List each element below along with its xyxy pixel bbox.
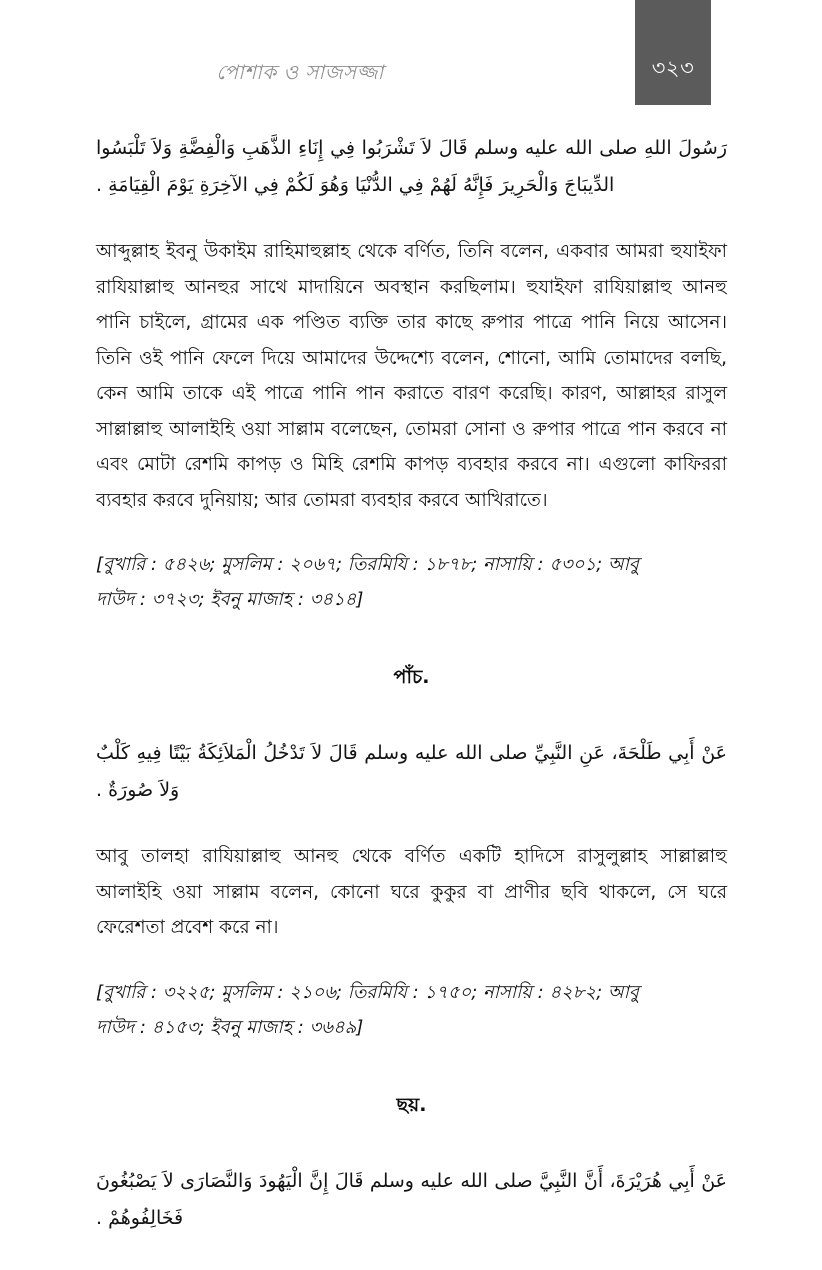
spacer [96,617,727,663]
spacer [96,946,727,976]
subheading-five: পাঁচ. [393,666,430,689]
spacer [96,695,727,735]
spacer [96,809,727,839]
hadith-5-bangla: আবু তালহা রাযিয়াল্লাহু আনহু থেকে বর্ণিত একটি হাদিসে রাসুলুল্লাহ সাল্লাল্লাহু আলাইহি ওয়া সাল্লাম বলেন, কোনো ঘরে কুকুর বা প্রাণীর ছবি থাকলে, সে ঘরে ফেরেশতা প্রবেশ করে না। [96,846,727,939]
spacer [96,1123,727,1163]
spacer [96,1045,727,1091]
spacer [96,204,727,234]
hadith-6-arabic: عَنْ أَبِي هُرَيْرَةَ، أَنَّ النَّبِيَّ صلى الله عليه وسلم قَالَ إِنَّ الْيَهُودَ وَالنَّصَارَى لاَ يَصْبُغُونَ فَخَالِفُوهُمْ . [96,1170,727,1230]
hadith-4-citation-line-1: [বুখারি : ৫৪২৬; মুসলিম : ২০৬৭; তিরমিযি : ১৮৭৮; নাসায়ি : ৫৩০১; আবু [96,554,639,576]
hadith-4-citation-line-2: দাউদ : ৩৭২৩; ইবনু মাজাহ : ৩৪১৪] [96,588,364,610]
text-column [96,126,727,1237]
page-header [0,0,822,112]
subheading-six: ছয়. [396,1094,427,1117]
running-title: পোশাক ও সাজসজ্জা [216,60,384,84]
spacer [96,518,727,548]
page-number-box [635,0,711,105]
page-number: ৩২৩ [651,56,695,80]
hadith-4-arabic: رَسُولَ اللهِ صلى الله عليه وسلم قَالَ لاَ تَشْرَبُوا فِي إِنَاءِ الذَّهَبِ وَالْفِضَّةِ وَلاَ تَلْبَسُوا الدِّيبَاجَ وَالْحَرِيرَ فَإِنَّهُ لَهُمْ فِي الدُّنْيَا وَهُوَ لَكُمْ فِي الآخِرَةِ يَوْمَ الْقِيَامَةِ . [96,137,727,197]
hadith-5-citation-line-2: দাউদ : ৪১৫৩; ইবনু মাজাহ : ৩৬৪৯] [96,1016,364,1038]
hadith-5-arabic: عَنْ أَبِي طَلْحَةَ، عَنِ النَّبِيِّ صلى الله عليه وسلم قَالَ لاَ تَدْخُلُ الْمَلاَئِكَةُ بَيْتًا فِيهِ كَلْبٌ وَلاَ صُورَةٌ . [96,742,727,802]
hadith-4-bangla: আব্দুল্লাহ ইবনু উকাইম রাহিমাহুল্লাহ থেকে বর্ণিত, তিনি বলেন, একবার আমরা হুযাইফা রাযিয়াল্লাহু আনহুর সাথে মাদায়িনে অবস্থান করছিলাম। হুযাইফা রাযিয়াল্লাহু আনহু পানি চাইলে, গ্রামের এক পণ্ডিত ব্যক্তি তার কাছে রুপার পাত্রে পানি নিয়ে আসেন। তিনি ওই পানি ফেলে দিয়ে আমাদের উদ্দেশ্যে বলেন, শোনো, আমি তোমাদের বলছি, কেন আমি তাকে এই পাত্রে পানি পান করাতে বারণ করেছি। কারণ, আল্লাহর রাসুল সাল্লাল্লাহু আলাইহি ওয়া সাল্লাম বলেছেন, তোমরা সোনা ও রুপার পাত্রে পান করবে না এবং মোটা রেশমি কাপড় ও মিহি রেশমি কাপড় ব্যবহার করবে না। এগুলো কাফিররা ব্যবহার করবে দুনিয়ায়; আর তোমরা ব্যবহার করবে আখিরাতে। [96,241,727,511]
hadith-5-citation-line-1: [বুখারি : ৩২২৫; মুসলিম : ২১০৬; তিরমিযি : ১৭৫০; নাসায়ি : ৪২৮২; আবু [96,981,639,1003]
